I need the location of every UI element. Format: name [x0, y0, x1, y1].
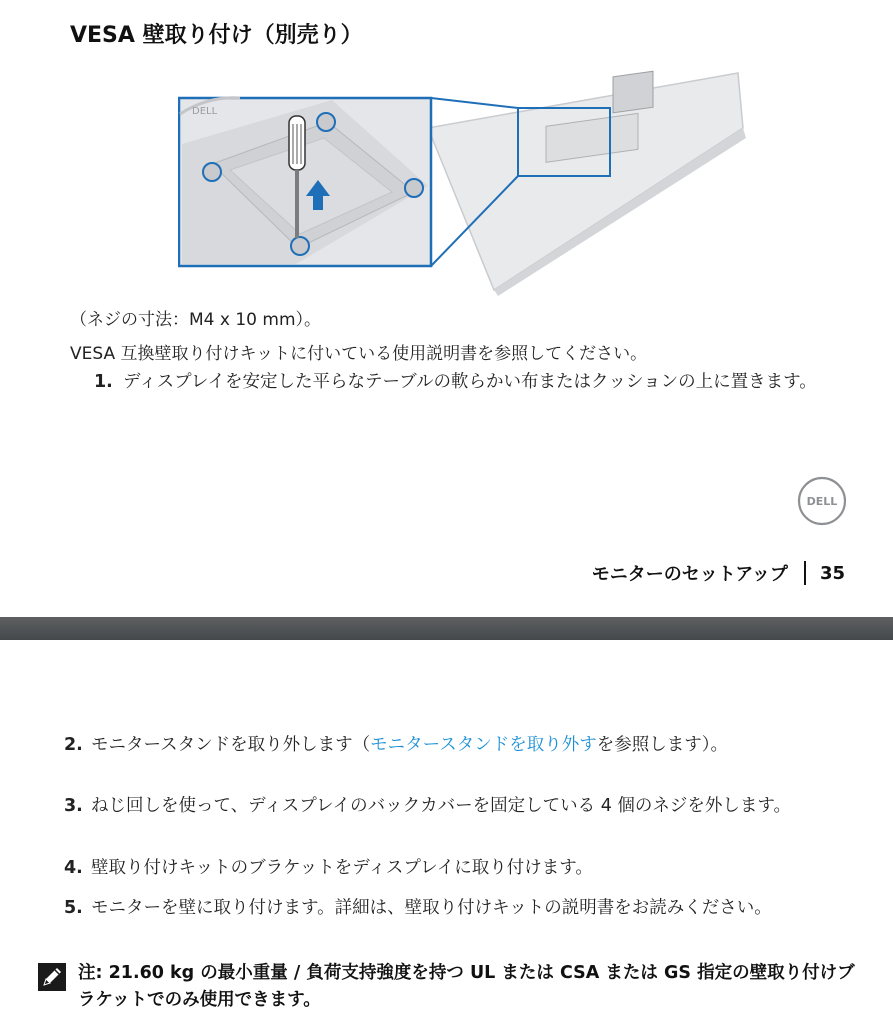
- remove-stand-link[interactable]: モニタースタンドを取り外す: [370, 735, 597, 755]
- step-item: [64, 893, 844, 923]
- step-item: [64, 730, 844, 760]
- step-text: モニタースタンドを取り外します（モニタースタンドを取り外すを参照します）。: [91, 735, 728, 755]
- step-number: 4.: [64, 858, 83, 878]
- step-text: モニターを壁に取り付けます。詳細は、壁取り付けキットの説明書をお読みください。: [91, 898, 772, 918]
- footer-divider: [804, 561, 806, 585]
- pencil-note-icon: [38, 963, 66, 991]
- screw-hole-top: [317, 113, 335, 131]
- mount-plate-label: DELL: [192, 106, 218, 117]
- step-number: 3.: [64, 796, 83, 816]
- footer-section-title: モニターのセットアップ: [591, 564, 788, 585]
- logo-text: DELL: [806, 495, 838, 508]
- monitor-back-panel: [428, 73, 743, 290]
- step-text: ねじ回しを使って、ディスプレイのバックカバーを固定している 4 個のネジを外します。: [91, 796, 792, 816]
- step-number: 5.: [64, 898, 83, 918]
- screw-hole-left: [203, 163, 221, 181]
- screw-hole-bottom: [291, 237, 309, 255]
- step-item: [64, 791, 844, 821]
- note-text: 注: 21.60 kg の最小重量 / 負荷支持強度を持つ UL または CSA または GS 指定の壁取り付けブラケットでのみ使用できます。: [78, 963, 855, 1010]
- step-text: ディスプレイを安定した平らなテーブルの軟らかい布またはクッションの上に置きます。: [123, 372, 817, 392]
- dell-logo: [797, 476, 847, 526]
- page-break-bar: [0, 617, 893, 640]
- step-item: [94, 367, 854, 397]
- page-title: VESA 壁取り付け（別売り）: [70, 23, 363, 48]
- step-text: 壁取り付けキットのブラケットをディスプレイに取り付けます。: [91, 858, 593, 878]
- screw-hole-right: [405, 179, 423, 197]
- step-number: 1.: [94, 372, 113, 392]
- reference-line: VESA 互換壁取り付けキットに付いている使用説明書を参照してください。: [70, 344, 648, 364]
- page-footer: [592, 560, 845, 586]
- step-number: 2.: [64, 735, 83, 755]
- screw-spec-line: （ネジの寸法：M4 x 10 mm）。: [70, 310, 322, 330]
- page-number: 35: [819, 562, 845, 584]
- note-block: [38, 960, 858, 1014]
- vesa-mount-illustration: [178, 68, 758, 296]
- step-item: [64, 853, 844, 883]
